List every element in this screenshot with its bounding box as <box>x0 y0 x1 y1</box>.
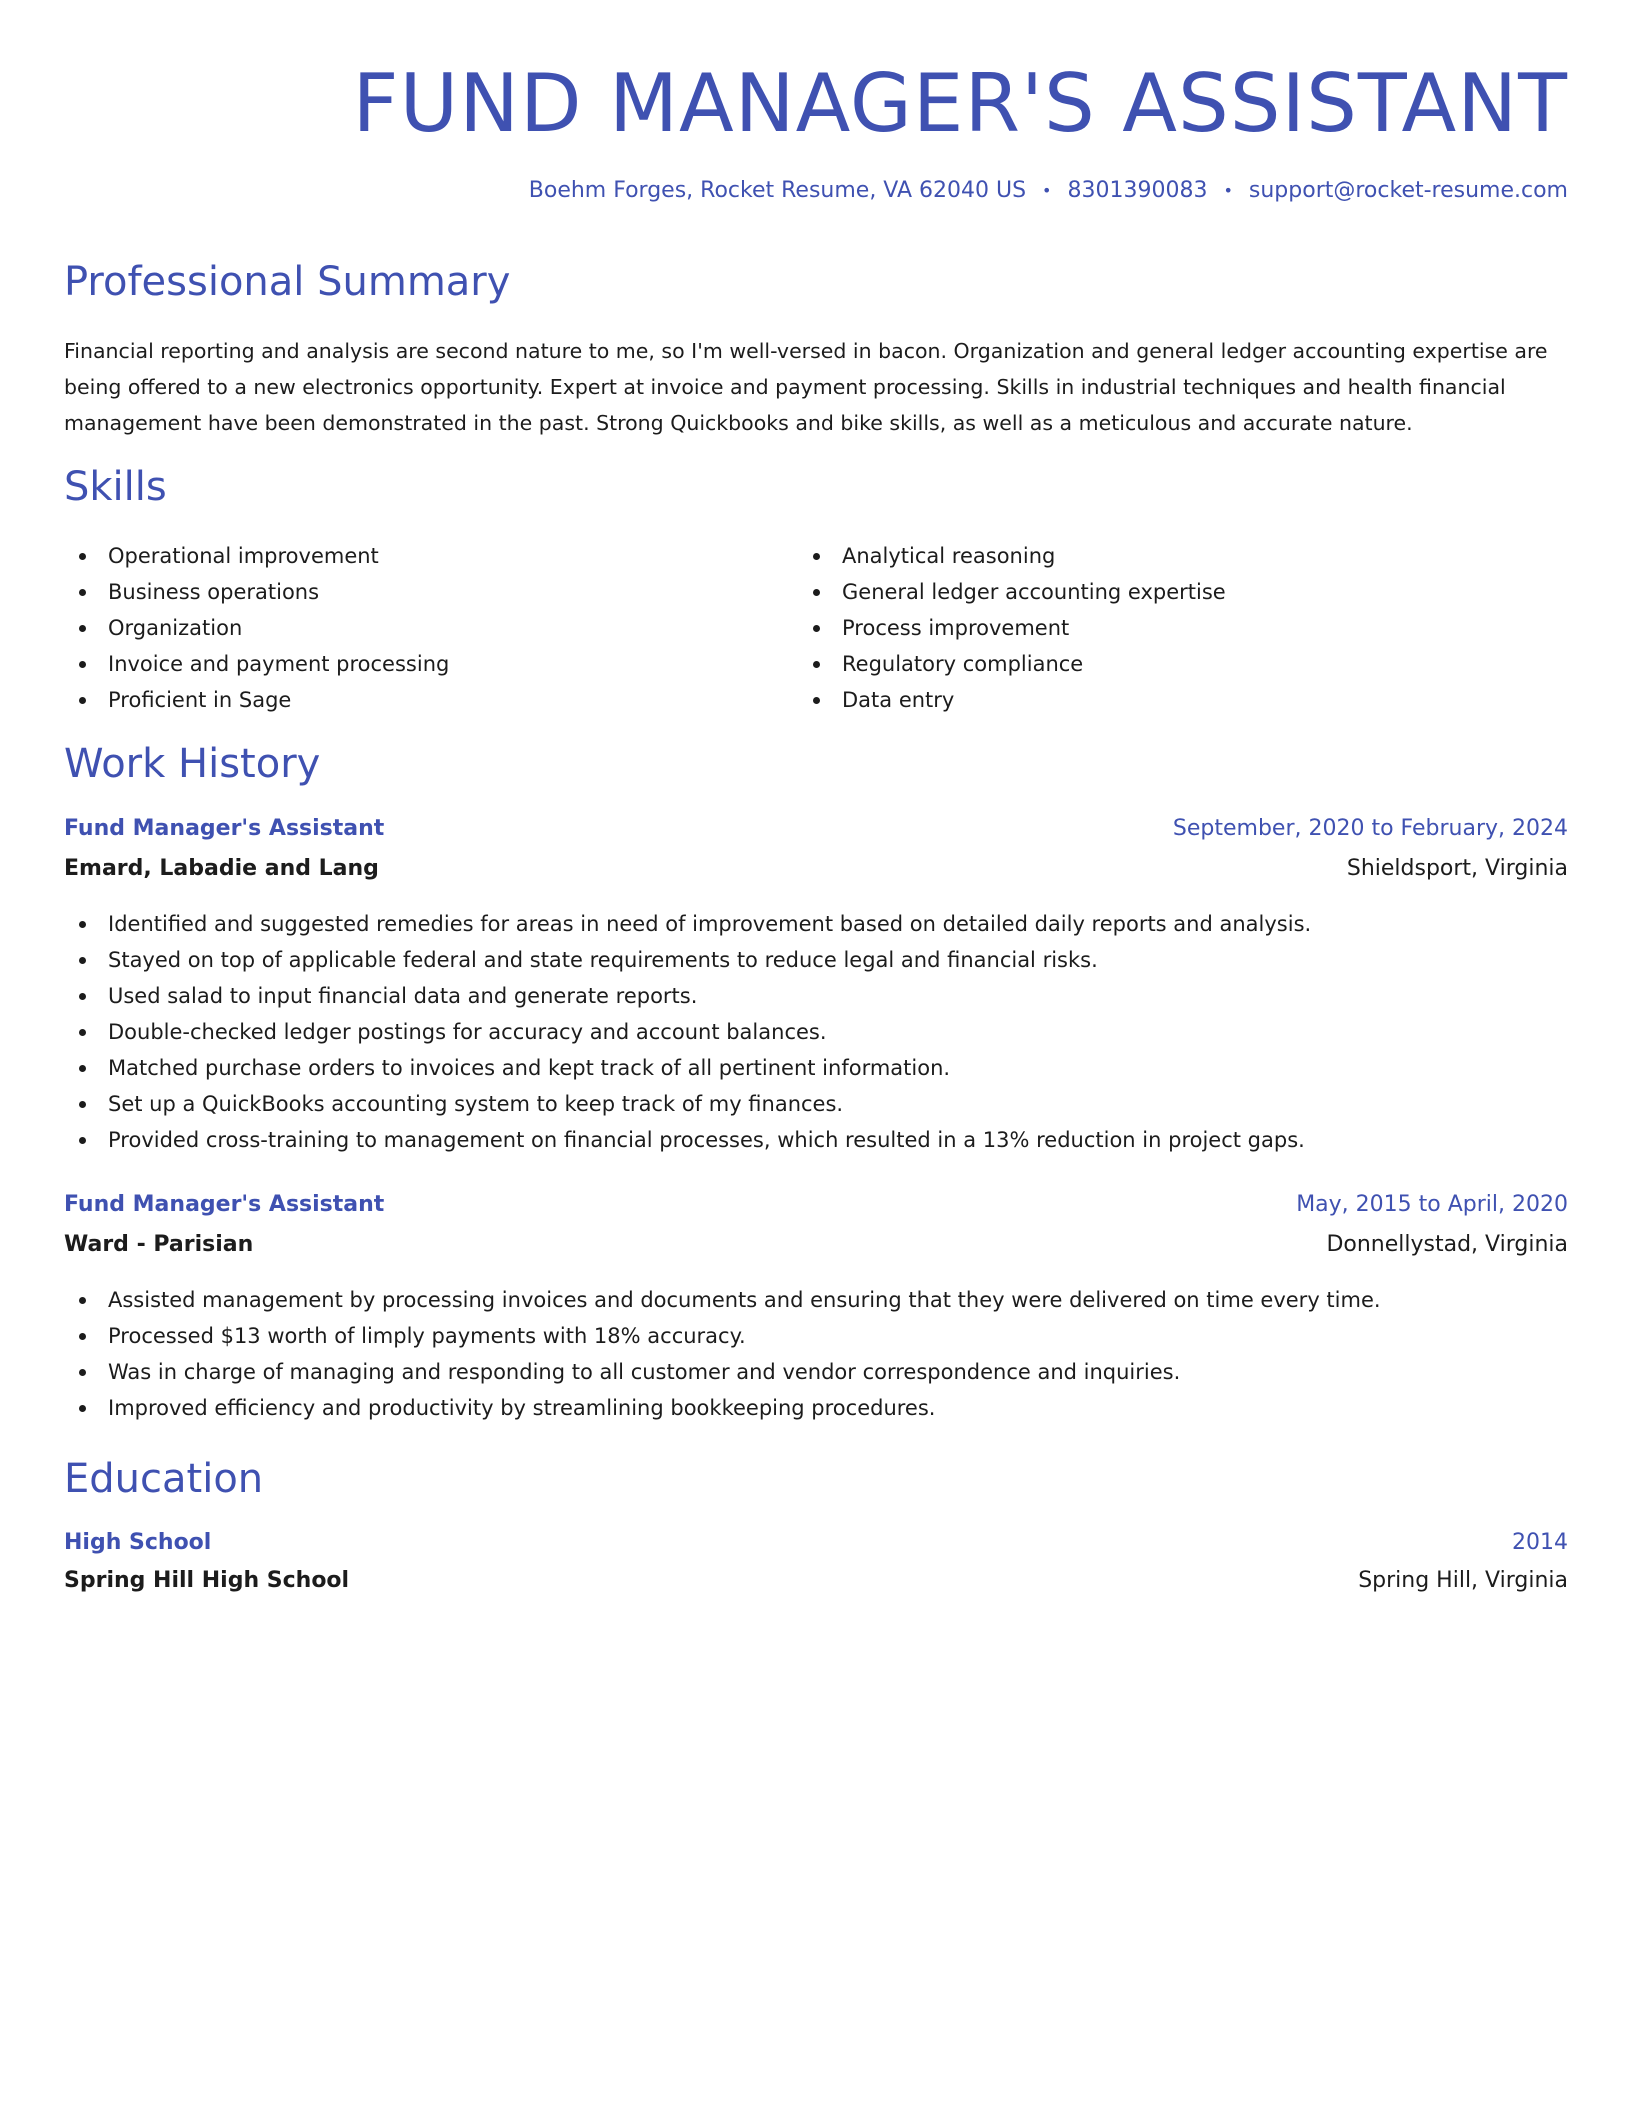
list-item: Stayed on top of applicable federal and state requirements to reduce legal and financial risks. <box>64 942 1568 978</box>
section-title-education: Education <box>64 1456 264 1502</box>
job-dates: May, 2015 to April, 2020 <box>1296 1192 1568 1217</box>
list-item: Process improvement <box>798 610 1568 646</box>
list-item: Identified and suggested remedies for areas in need of improvement based on detailed daily reports and analysis. <box>64 906 1568 942</box>
job-company: Ward - Parisian <box>64 1232 254 1257</box>
contact-separator: • <box>1042 181 1052 200</box>
list-item: Regulatory compliance <box>798 646 1568 682</box>
education-year: 2014 <box>1512 1530 1568 1555</box>
list-item: Improved efficiency and productivity by streamlining bookkeeping procedures. <box>64 1390 1568 1426</box>
summary-text: Financial reporting and analysis are second nature to me, so I'm well-versed in bacon. Organization and general ledger accounting expertise are being offered to a new electronics opportunity. Expert at invoice and payment processing. Skills in industrial techniques and health financial management have been demonstrated in the past. Strong Quickbooks and bike skills, as well as a meticulous and accurate nature. <box>64 339 1548 435</box>
list-item: Set up a QuickBooks accounting system to keep track of my finances. <box>64 1086 1568 1122</box>
job-title: Fund Manager's Assistant <box>64 816 385 841</box>
list-item: Business operations <box>64 574 784 610</box>
list-item: Matched purchase orders to invoices and kept track of all pertinent information. <box>64 1050 1568 1086</box>
contact-separator: • <box>1223 181 1233 200</box>
list-item: Processed $13 worth of limply payments with 18% accuracy. <box>64 1318 1568 1354</box>
job-title: Fund Manager's Assistant <box>64 1192 385 1217</box>
education-school-row <box>64 1568 1568 1593</box>
list-item: Proficient in Sage <box>64 682 784 718</box>
list-item: Invoice and payment processing <box>64 646 784 682</box>
list-item: Was in charge of managing and responding to all customer and vendor correspondence and inquiries. <box>64 1354 1568 1390</box>
section-title-summary: Professional Summary <box>64 259 511 305</box>
job-bullets <box>64 906 1568 1158</box>
list-item: Data entry <box>798 682 1568 718</box>
list-item: Double-checked ledger postings for accuracy and account balances. <box>64 1014 1568 1050</box>
list-item: Analytical reasoning <box>798 538 1568 574</box>
job-header <box>64 816 1568 841</box>
list-item: Used salad to input financial data and generate reports. <box>64 978 1568 1014</box>
skills-list-left <box>64 538 784 718</box>
skills-list-right <box>798 538 1568 718</box>
job-location: Shieldsport, Virginia <box>1346 856 1568 881</box>
education-location: Spring Hill, Virginia <box>1358 1568 1568 1593</box>
list-item: Organization <box>64 610 784 646</box>
section-title-work-history: Work History <box>64 741 321 787</box>
job-bullets <box>64 1282 1568 1426</box>
education-school: Spring Hill High School <box>64 1568 350 1593</box>
job-employer-row <box>64 1232 1568 1257</box>
list-item: Assisted management by processing invoices and documents and ensuring that they were delivered on time every time. <box>64 1282 1568 1318</box>
job-employer-row <box>64 856 1568 881</box>
contact-phone: 8301390083 <box>1067 178 1208 203</box>
candidate-name: FUND MANAGER'S ASSISTANT <box>352 57 1568 150</box>
list-item: Operational improvement <box>64 538 784 574</box>
contact-email[interactable]: support@rocket-resume.com <box>1248 178 1568 203</box>
contact-line <box>529 176 1568 206</box>
job-company: Emard, Labadie and Lang <box>64 856 379 881</box>
job-dates: September, 2020 to February, 2024 <box>1172 816 1568 841</box>
education-degree: High School <box>64 1530 212 1555</box>
section-title-skills: Skills <box>64 464 167 510</box>
list-item: General ledger accounting expertise <box>798 574 1568 610</box>
job-header <box>64 1192 1568 1217</box>
job-location: Donnellystad, Virginia <box>1326 1232 1568 1257</box>
education-header <box>64 1530 1568 1555</box>
list-item: Provided cross-training to management on financial processes, which resulted in a 13% reduction in project gaps. <box>64 1122 1568 1158</box>
contact-address: Boehm Forges, Rocket Resume, VA 62040 US <box>528 178 1027 203</box>
